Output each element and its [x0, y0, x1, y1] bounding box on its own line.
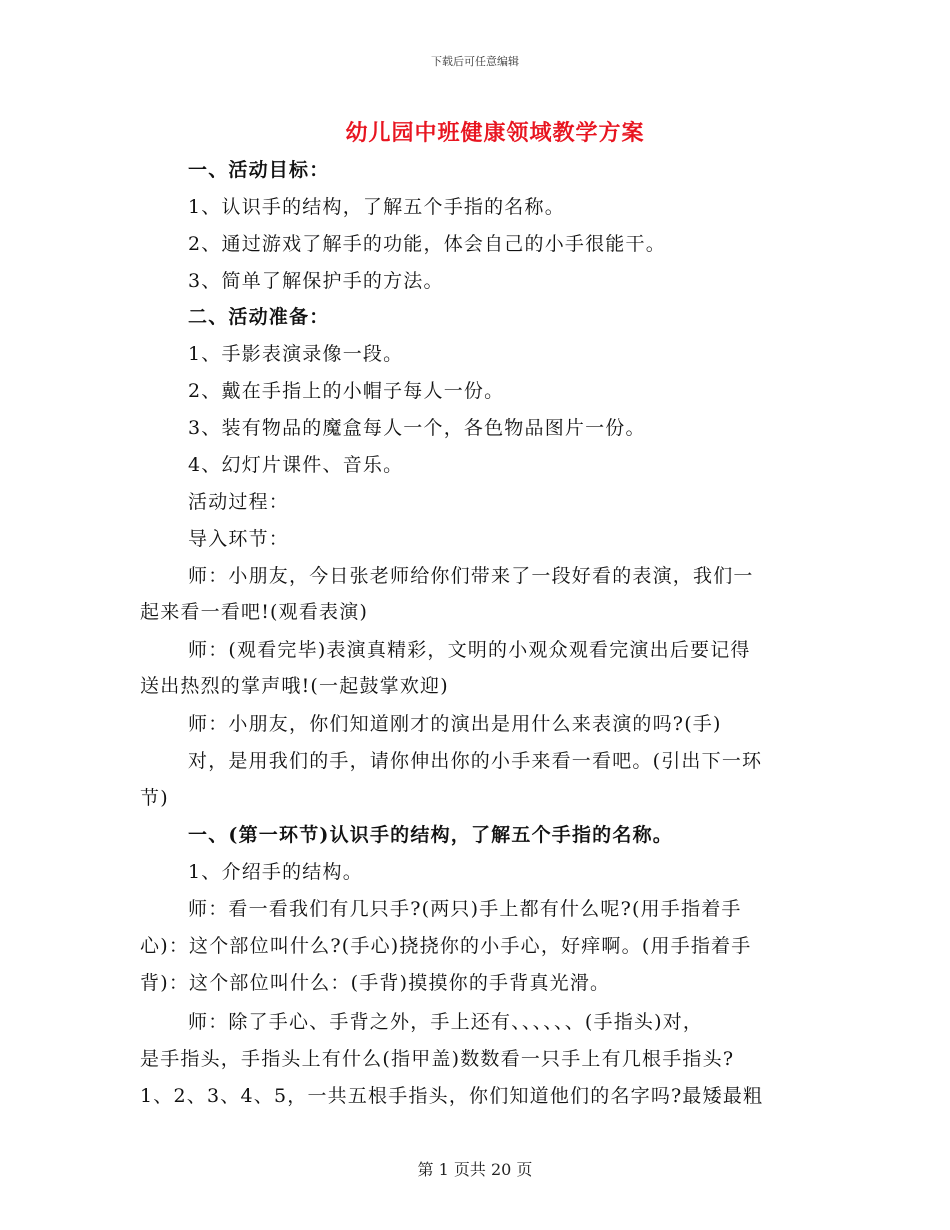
text-line: 1、认识手的结构，了解五个手指的名称。 [188, 196, 565, 218]
text-line: 师：小朋友，今日张老师给你们带来了一段好看的表演，我们一 [188, 565, 754, 587]
text-line: 心)：这个部位叫什么?(手心)挠挠你的小手心，好痒啊。(用手指着手 [140, 935, 752, 957]
text-line: 1、介绍手的结构。 [188, 861, 363, 883]
text-line: 是手指头，手指头上有什么(指甲盖)数数看一只手上有几根手指头? [140, 1048, 735, 1070]
text-line: 师：除了手心、手背之外，手上还有、、、、、、(手指头)对， [188, 1011, 704, 1033]
text-line: 二、活动准备： [188, 306, 330, 328]
text-line: 一、(第一环节)认识手的结构，了解五个手指的名称。 [188, 824, 673, 846]
text-line: 2、通过游戏了解手的功能，体会自己的小手很能干。 [188, 233, 666, 255]
text-line: 3、简单了解保护手的方法。 [188, 270, 444, 292]
document-title: 幼儿园中班健康领域教学方案 [345, 120, 645, 146]
text-line: 活动过程： [188, 491, 290, 513]
text-line: 3、装有物品的魔盒每人一个，各色物品图片一份。 [188, 417, 646, 439]
text-line: 背)：这个部位叫什么：(手背)摸摸你的手背真光滑。 [140, 972, 611, 994]
page-header: 下载后可任意编辑 [431, 55, 519, 68]
text-line: 师：(观看完毕)表演真精彩，文明的小观众观看完演出后要记得 [188, 639, 751, 661]
text-line: 节) [140, 787, 169, 809]
text-line: 一、活动目标： [188, 159, 330, 181]
text-line: 导入环节： [188, 528, 290, 550]
text-line: 师：看一看我们有几只手?(两只)手上都有什么呢?(用手指着手 [188, 898, 742, 920]
text-line: 1、手影表演录像一段。 [188, 343, 404, 365]
text-line: 4、幻灯片课件、音乐。 [188, 454, 404, 476]
page-number-footer: 第 1 页共 20 页 [417, 1160, 533, 1179]
text-line: 2、戴在手指上的小帽子每人一份。 [188, 380, 505, 402]
text-line: 1、2、3、4、5，一共五根手指头，你们知道他们的名字吗?最矮最粗 [140, 1085, 764, 1107]
text-line: 师：小朋友，你们知道刚才的演出是用什么来表演的吗?(手) [188, 713, 722, 735]
text-line: 对，是用我们的手，请你伸出你的小手来看一看吧。(引出下一环 [188, 750, 763, 772]
text-line: 起来看一看吧!(观看表演) [140, 601, 369, 623]
text-line: 送出热烈的掌声哦!(一起鼓掌欢迎) [140, 675, 449, 697]
